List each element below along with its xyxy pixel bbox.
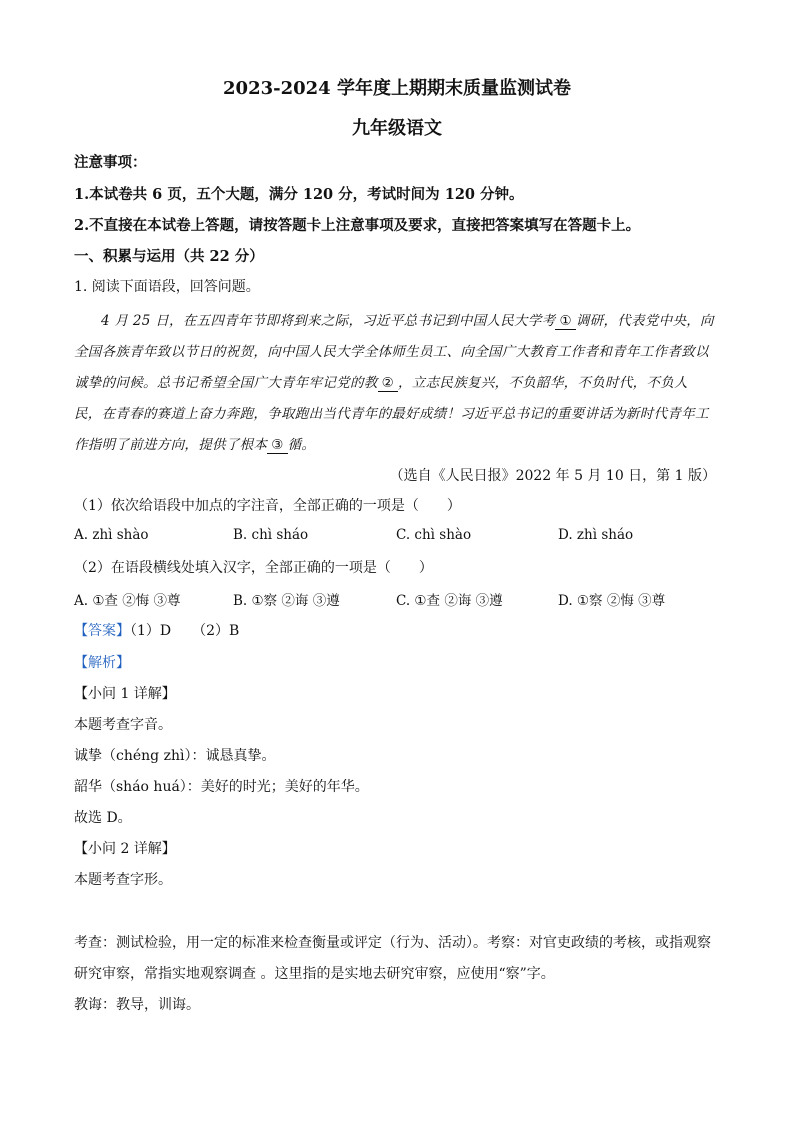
passage-text: 诚挚的问候。总书记希望全国广大青年牢记党的教 xyxy=(74,375,378,391)
analysis-line: 教诲：教导，训诲。 xyxy=(74,997,200,1013)
document-title: 2023-2024 学年度上期期末质量监测试卷 xyxy=(223,78,571,99)
passage-text: 循。 xyxy=(287,437,316,453)
analysis-line: 本题考查字形。 xyxy=(74,872,172,888)
analysis-part-1-heading: 【小问 1 详解】 xyxy=(74,686,176,702)
analysis-line: 诚挚（chéng zhì）：诚恳真挚。 xyxy=(74,748,276,764)
passage-line-5 xyxy=(74,433,315,454)
blank-2: ② xyxy=(378,375,398,392)
blank-1: ① xyxy=(555,313,575,330)
subquestion-1-option-d: D. zhì sháo xyxy=(558,527,634,543)
answer-text: （1）D （2）B xyxy=(130,623,240,639)
passage-text: 调研，代表党中央，向 xyxy=(575,313,714,329)
subquestion-1-option-c: C. chì shào xyxy=(396,527,472,543)
subquestion-2-prompt: （2）在语段横线处填入汉字，全部正确的一项是（ ） xyxy=(74,560,433,576)
notice-heading: 注意事项： xyxy=(74,154,147,171)
answer-line xyxy=(74,620,239,640)
subquestion-1-option-b: B. chì sháo xyxy=(233,527,309,543)
subquestion-2-option-a: A. ①查 ②悔 ③尊 xyxy=(74,593,181,609)
passage-text: ，立志民族复兴，不负韶华，不负时代，不负人 xyxy=(398,375,688,391)
analysis-tag: 【解析】 xyxy=(74,655,130,671)
passage-text: 作指明了前进方向，提供了根本 xyxy=(74,437,268,453)
passage-source: （选自《人民日报》2022 年 5 月 10 日，第 1 版） xyxy=(389,468,716,484)
subquestion-2-option-c: C. ①查 ②诲 ③遵 xyxy=(396,593,503,609)
subquestion-2-option-b: B. ①察 ②诲 ③遵 xyxy=(233,593,340,609)
passage-line-4: 民，在青春的赛道上奋力奔跑，争取跑出当代青年的最好成绩！习近平总书记的重要讲话为新时代青年工 xyxy=(74,406,709,422)
analysis-line: 研究审察，常指实地观察调查 。这里指的是实地去研究审察，应使用“察”字。 xyxy=(74,966,555,982)
subquestion-2-option-d: D. ①察 ②悔 ③尊 xyxy=(558,593,666,609)
analysis-line: 韶华（sháo huá）：美好的时光；美好的年华。 xyxy=(74,779,369,795)
passage-line-1 xyxy=(101,309,714,330)
answer-tag: 【答案】 xyxy=(74,623,130,639)
analysis-line: 本题考查字音。 xyxy=(74,717,172,733)
notice-item-2: 2.不直接在本试卷上答题，请按答题卡上注意事项及要求，直接把答案填写在答题卡上。 xyxy=(74,217,641,234)
question-1-prompt: 1. 阅读下面语段，回答问题。 xyxy=(74,279,260,295)
subquestion-1-option-a: A. zhì shào xyxy=(74,527,149,543)
subquestion-1-prompt: （1）依次给语段中加点的字注音，全部正确的一项是（ ） xyxy=(74,498,461,514)
passage-line-2: 全国各族青年致以节日的祝贺，向中国人民大学全体师生员工、向全国广大教育工作者和青年工作者致以 xyxy=(74,344,709,360)
document-subtitle: 九年级语文 xyxy=(352,118,442,139)
section-heading: 一、积累与运用（共 22 分） xyxy=(74,248,264,265)
analysis-part-2-heading: 【小问 2 详解】 xyxy=(74,841,176,857)
analysis-line: 故选 D。 xyxy=(74,810,132,826)
passage-line-3 xyxy=(74,371,688,392)
blank-3: ③ xyxy=(267,437,287,454)
notice-item-1: 1.本试卷共 6 页，五个大题，满分 120 分，考试时间为 120 分钟。 xyxy=(74,186,524,203)
analysis-line: 考查：测试检验，用一定的标准来检查衡量或评定（行为、活动）。考察：对官吏政绩的考核，或指观察 xyxy=(74,935,711,951)
passage-text: 4 月 25 日，在五四青年节即将到来之际，习近平总书记到中国人民大学考 xyxy=(101,313,556,329)
